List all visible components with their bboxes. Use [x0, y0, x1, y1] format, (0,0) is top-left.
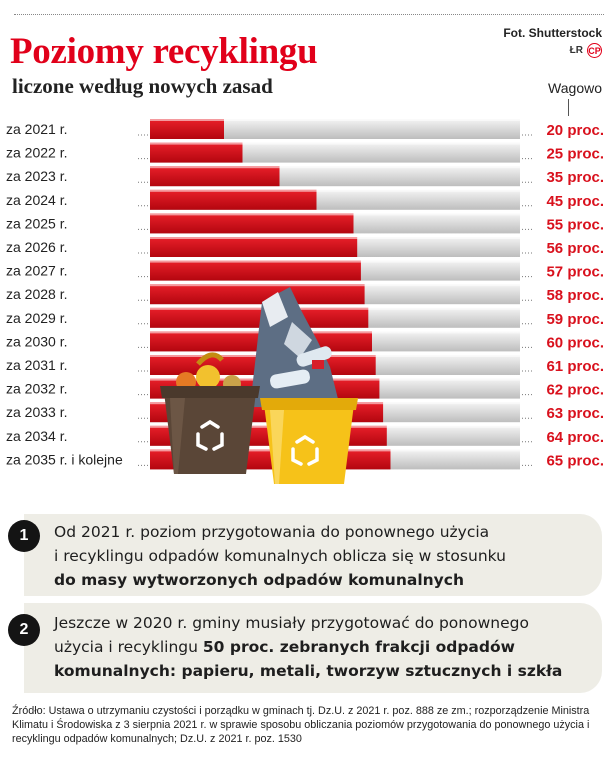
bar-value: [150, 237, 357, 257]
bar-highlight: [150, 166, 520, 168]
note-line: [54, 611, 562, 635]
source-note: Źródło: Ustawa o utrzymaniu czystości i porządku w gminach tj. Dz.U. z 2021 r. poz. 888 ze zm.; rozporządzenie Ministra Klimatu i Środowiska z 3 sierpnia 2021 r. w sprawie sposobu obliczania poziomów przygotowania do ponownego użycia i recyklingu odpadów komunalnych; Dz.U. z 2021 r. poz. 1530: [12, 705, 590, 745]
note-number-badge-2: 2: [8, 614, 40, 646]
logo-lr: ŁR: [569, 45, 583, 56]
note-text-1: [54, 520, 506, 592]
bar-value: [150, 166, 280, 186]
note-line: [54, 635, 562, 659]
value-label: 45 proc.: [546, 192, 604, 210]
note-line: [54, 520, 506, 544]
category-label: za 2027 r.: [6, 262, 68, 279]
value-label: 63 proc.: [546, 405, 604, 423]
category-label: za 2031 r.: [6, 357, 68, 373]
yellow-waste-bin-icon: [260, 398, 358, 484]
note-run: komunalnych: papieru, metali, tworzyw sztucznych i szkła: [54, 662, 563, 680]
value-label: 35 proc.: [546, 169, 604, 187]
bar-highlight: [150, 308, 520, 310]
bar-value: [150, 261, 361, 281]
value-label: 65 proc.: [546, 452, 604, 470]
value-label: 58 proc.: [546, 287, 604, 305]
note-run: do masy wytworzonych odpadów komunalnych: [54, 571, 465, 589]
note-box-1: [24, 514, 602, 596]
bar-highlight: [150, 237, 520, 239]
bar-value: [150, 213, 354, 233]
value-label: 57 proc.: [546, 263, 604, 281]
page-title: Poziomy recyklingu: [10, 31, 318, 72]
value-label: 55 proc.: [546, 216, 604, 234]
category-label: za 2028 r.: [6, 286, 68, 303]
note-run: Od 2021 r. poziom przygotowania do ponownego użycia: [54, 523, 490, 541]
category-label: za 2021 r.: [6, 121, 68, 137]
note-run: 50 proc. zebranych frakcji odpadów: [202, 638, 515, 656]
value-label: 20 proc.: [546, 122, 604, 139]
bar-value: [150, 143, 243, 163]
recycling-levels-chart: [0, 112, 612, 492]
value-label: 62 proc.: [546, 381, 604, 399]
top-rule: [14, 14, 604, 15]
note-run: Jeszcze w 2020 r. gminy musiały przygotować do ponownego: [54, 614, 529, 632]
note-line: [54, 568, 506, 592]
note-line: [54, 544, 506, 568]
category-label: za 2024 r.: [6, 191, 68, 208]
category-label: za 2033 r.: [6, 404, 68, 421]
bar-highlight: [150, 143, 520, 145]
bar-highlight: [150, 331, 520, 333]
bar-highlight: [150, 261, 520, 263]
bar-highlight: [150, 190, 520, 192]
value-label: 25 proc.: [546, 145, 604, 163]
category-label: za 2035 r. i kolejne: [6, 451, 123, 468]
bar-value: [150, 119, 224, 139]
bar-value: [150, 190, 317, 210]
value-label: 59 proc.: [546, 310, 604, 328]
value-label: 64 proc.: [546, 428, 604, 446]
bar-highlight: [150, 213, 520, 215]
note-box-2: [24, 603, 602, 693]
note-run: użycia i recyklingu: [54, 638, 203, 656]
note-run: i recyklingu odpadów komunalnych oblicza się w stosunku: [54, 547, 506, 565]
category-label: za 2023 r.: [6, 168, 68, 185]
brown-waste-bin-icon: [160, 386, 260, 474]
publisher-logos: [570, 43, 602, 58]
bar-highlight: [150, 119, 520, 121]
note-line: [54, 659, 562, 683]
category-label: za 2029 r.: [6, 309, 68, 326]
logo-cp-icon: CP: [587, 43, 602, 58]
category-label: za 2030 r.: [6, 333, 68, 350]
bar-value: [150, 284, 365, 304]
bar-highlight: [150, 284, 520, 286]
value-label: 60 proc.: [546, 334, 604, 352]
note-number-badge-1: 1: [8, 520, 40, 552]
value-label: 56 proc.: [546, 240, 604, 257]
category-label: za 2026 r.: [6, 239, 68, 255]
note-text-2: [54, 611, 562, 683]
category-label: za 2034 r.: [6, 427, 68, 444]
category-label: za 2025 r.: [6, 215, 68, 232]
category-label: za 2032 r.: [6, 380, 68, 397]
value-column-label: Wagowo: [548, 80, 602, 96]
category-label: za 2022 r.: [6, 144, 68, 161]
value-label: 61 proc.: [546, 358, 604, 375]
page-subtitle: liczone według nowych zasad: [12, 74, 273, 98]
photo-credit: Fot. Shutterstock: [503, 26, 602, 40]
bar-value: [150, 308, 368, 328]
